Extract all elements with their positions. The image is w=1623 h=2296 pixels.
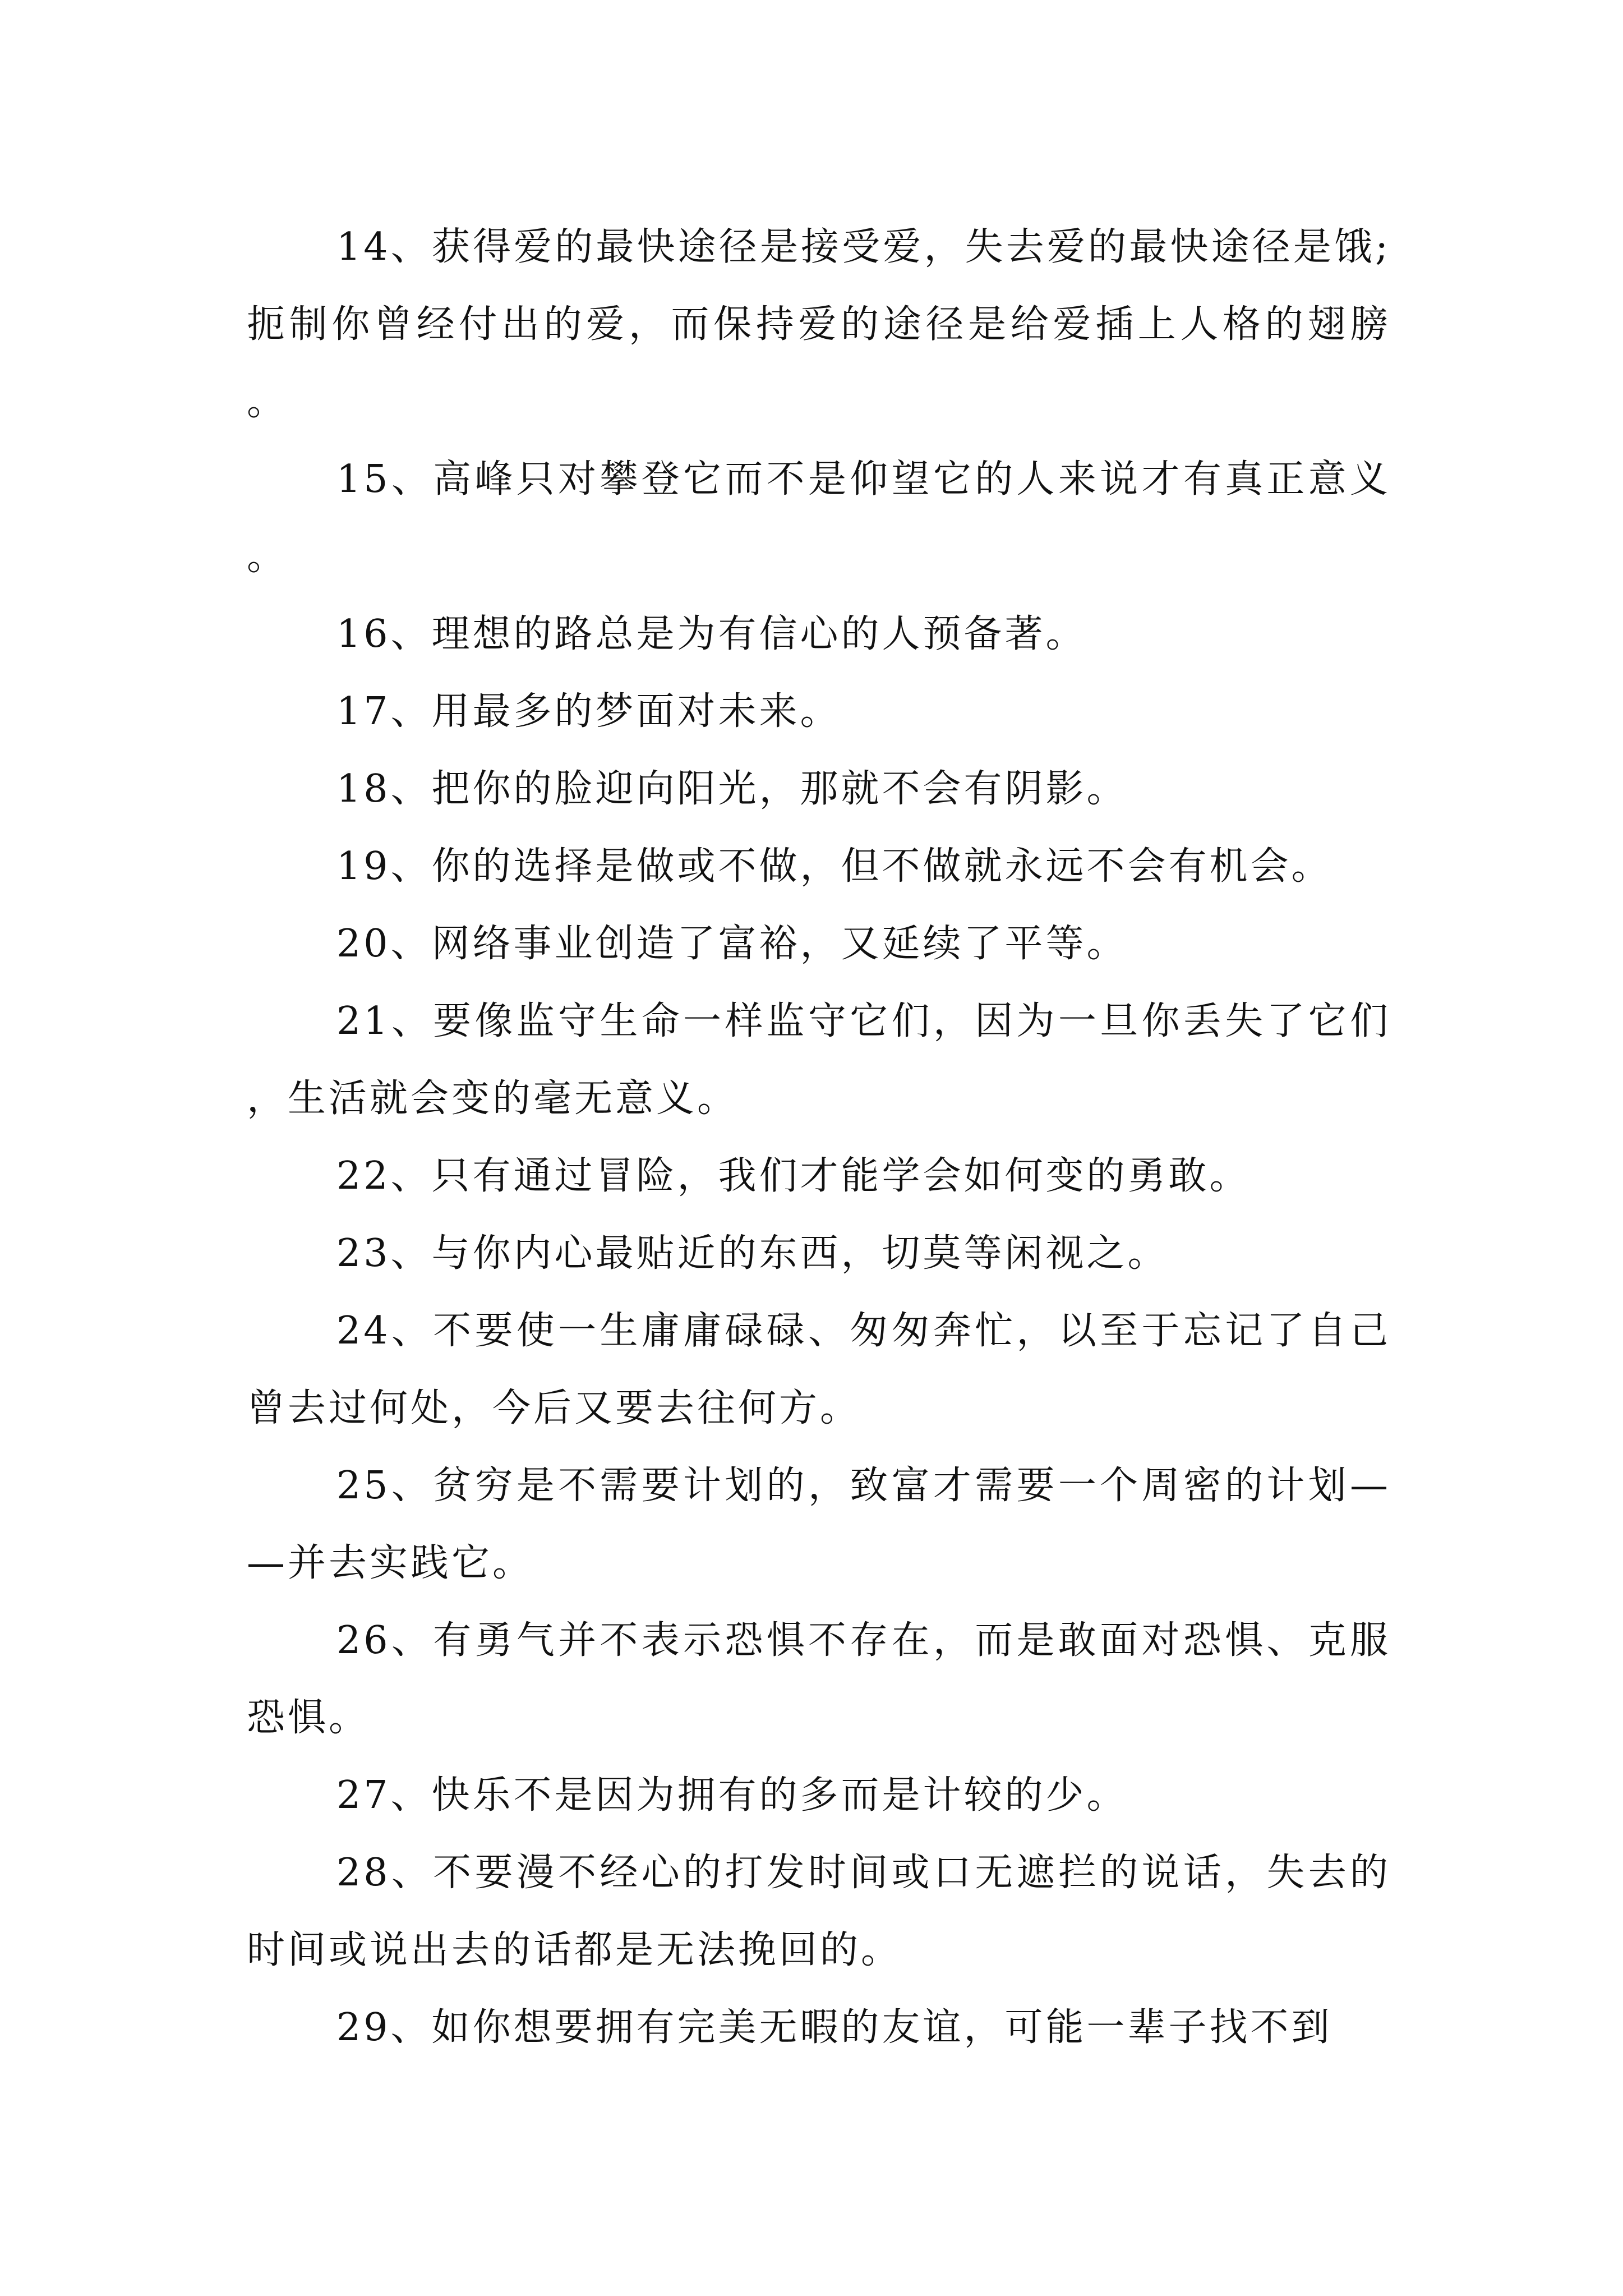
paragraph-21: 21、要像监守生命一样监守它们，因为一旦你丢失了它们，生活就会变的毫无意义。 <box>247 999 1391 1121</box>
paragraph-25: 25、贫穷是不需要计划的，致富才需要一个周密的计划——并去实践它。 <box>247 1464 1391 1585</box>
paragraph-16: 16、理想的路总是为有信心的人预备著。 <box>336 612 1087 656</box>
paragraph-29: 29、如你想要拥有完美无暇的友谊，可能一辈子找不到 <box>336 2005 1332 2050</box>
paragraph-24: 24、不要使一生庸庸碌碌、匆匆奔忙，以至于忘记了自己曾去过何处，今后又要去往何方。 <box>247 1309 1391 1430</box>
document-body <box>247 209 1391 2067</box>
paragraph-18: 18、把你的脸迎向阳光，那就不会有阴影。 <box>336 767 1128 811</box>
paragraph-17: 17、用最多的梦面对未来。 <box>336 689 841 734</box>
paragraph-23: 23、与你内心最贴近的东西，切莫等闲视之。 <box>336 1231 1169 1276</box>
paragraph-19: 19、你的选择是做或不做，但不做就永远不会有机会。 <box>336 844 1332 889</box>
paragraph-15: 15、高峰只对攀登它而不是仰望它的人来说才有真正意义。 <box>247 457 1391 579</box>
paragraph-28: 28、不要漫不经心的打发时间或口无遮拦的说话，失去的时间或说出去的话都是无法挽回的。 <box>247 1851 1391 1972</box>
paragraph-22: 22、只有通过冒险，我们才能学会如何变的勇敢。 <box>336 1154 1251 1198</box>
paragraph-14: 14、获得爱的最快途径是接受爱，失去爱的最快途径是饿;扼制你曾经付出的爱，而保持爱的途径是给爱插上人格的翅膀。 <box>247 225 1391 424</box>
paragraph-27: 27、快乐不是因为拥有的多而是计较的少。 <box>336 1773 1128 1818</box>
paragraph-20: 20、网络事业创造了富裕，又延续了平等。 <box>336 922 1128 966</box>
paragraph-26: 26、有勇气并不表示恐惧不存在，而是敢面对恐惧、克服恐惧。 <box>247 1618 1391 1740</box>
